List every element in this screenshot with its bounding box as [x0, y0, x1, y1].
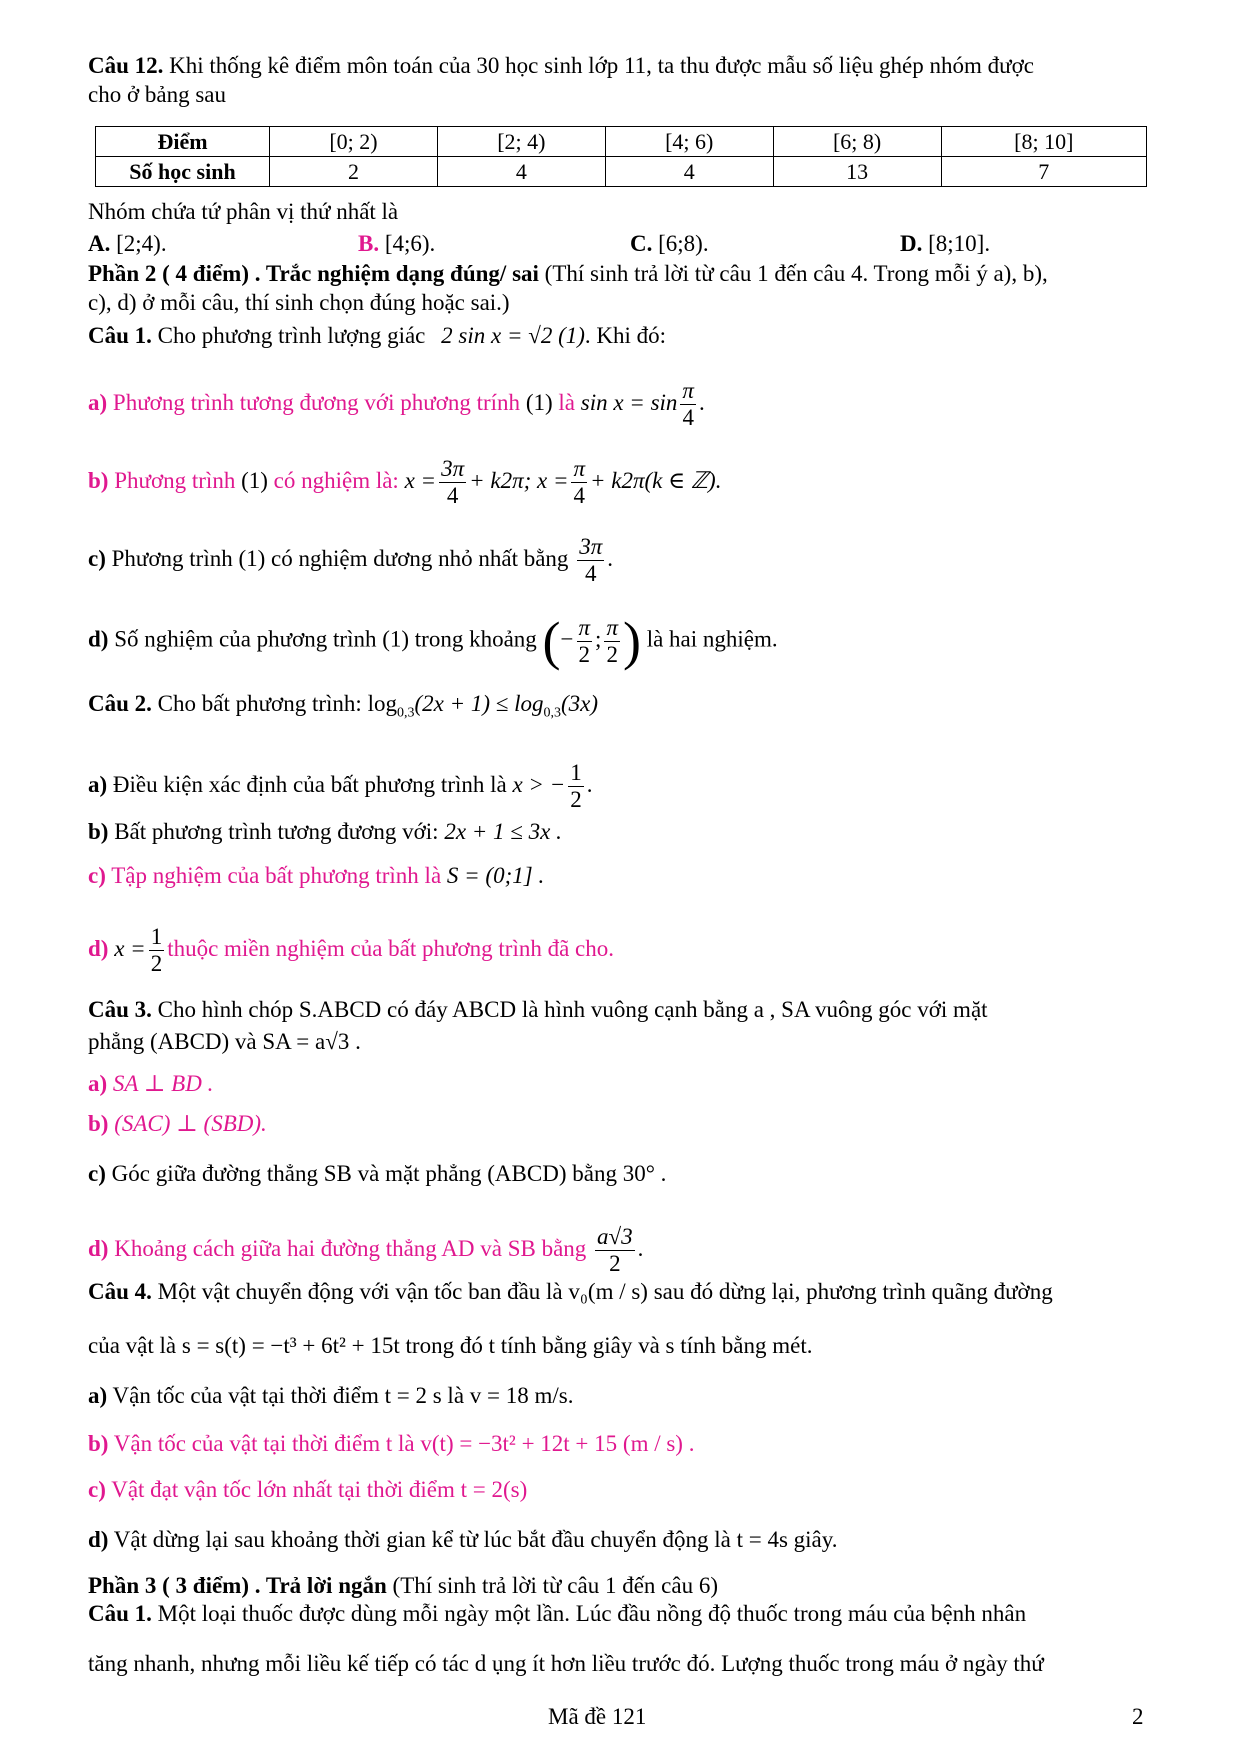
frac-den: 4	[573, 483, 585, 508]
table-cell: 4	[605, 157, 773, 187]
item-math: sin x = sin	[580, 389, 678, 415]
item-math: 2x + 1 ≤ 3x .	[444, 819, 562, 844]
option-c[interactable]	[630, 230, 709, 258]
table-row	[96, 127, 1147, 157]
fraction	[149, 924, 165, 977]
c1-stem-end: . Khi đó:	[584, 323, 667, 348]
option-a[interactable]	[88, 230, 167, 258]
score-table	[95, 126, 1147, 187]
c1-stem-text: Cho phương trình lượng giác	[157, 323, 426, 348]
c4-b	[88, 1430, 1158, 1458]
item-label: d)	[88, 626, 109, 652]
option-text: [6;8).	[658, 231, 709, 256]
item-ref: (1)	[525, 389, 553, 415]
c1-stem	[88, 322, 1158, 350]
item-label: d)	[88, 1527, 109, 1552]
part2-heading	[88, 260, 1158, 288]
c4-a	[88, 1382, 1158, 1410]
c4-d	[88, 1526, 1158, 1554]
frac-num: 3π	[441, 456, 465, 481]
frac-num: π	[682, 378, 694, 403]
item-text: có nghiệm là:	[273, 467, 399, 493]
item-math: x =	[114, 935, 146, 961]
option-text: [4;6).	[384, 231, 436, 256]
table-row-label: Số học sinh	[96, 157, 270, 187]
c2-a: a) Điều kiện xác định của bất phương trình là x > − $\frac{1}{2}$ .	[88, 760, 593, 812]
q12-line1	[88, 52, 1158, 80]
p3c1-text: Một loại thuốc được dùng mỗi ngày một lần. Lúc đầu nồng độ thuốc trong máu của bệnh nhân	[157, 1601, 1027, 1626]
item-text: Tập nghiệm của bất phương trình là	[111, 863, 442, 888]
fraction	[577, 615, 593, 668]
item-label: d)	[88, 935, 109, 961]
frac-den: 4	[682, 405, 694, 430]
p3c1-line2: tăng nhanh, nhưng mỗi liều kế tiếp có tác d ụng ít hơn liều trước đó. Lượng thuốc trong máu ở ngày thứ	[88, 1651, 1044, 1676]
table-cell: 4	[437, 157, 605, 187]
c4-line1	[88, 1278, 1158, 1306]
c2-label: Câu 2.	[88, 691, 152, 716]
item-text: Vật dừng lại sau khoảng thời gian kể từ lúc bắt đầu chuyển động là t = 4s giây.	[113, 1527, 838, 1552]
table-cell: [8; 10]	[941, 127, 1146, 157]
fraction	[568, 760, 584, 813]
frac-num: π	[578, 614, 591, 640]
c3-line2: phẳng (ABCD) và SA = a√3 .	[88, 1029, 361, 1054]
c3-c	[88, 1160, 1158, 1188]
frac-den: 2	[570, 787, 582, 812]
c3-label: Câu 3.	[88, 997, 152, 1022]
c4-text: Một vật chuyển động với vận tốc ban đầu là v₀(m / s) sau đó dừng lại, phương trình quãng đường	[157, 1279, 1053, 1304]
item-text: Phương trình (1) có nghiệm dương nhỏ nhất bằng	[111, 545, 569, 571]
fraction	[439, 456, 466, 509]
c4-line2: của vật là s = s(t) = −t³ + 6t² + 15t trong đó t tính bằng giây và s tính bằng mét.	[88, 1333, 813, 1358]
part3-heading	[88, 1572, 1158, 1600]
c1-d: d) Số nghiệm của phương trình (1) trong khoảng (− $\frac{\pi}{2}$ ; $\frac{\pi}{2}$ ) là hai nghiệm.	[88, 611, 778, 671]
part3-title: Phần 3 ( 3 điểm) . Trả lời ngắn	[88, 1573, 387, 1598]
item-text: là	[558, 389, 575, 415]
item-label: a)	[88, 1071, 108, 1096]
frac-den: 4	[446, 483, 459, 508]
table-cell: [6; 8)	[773, 127, 941, 157]
c3-b	[88, 1110, 1158, 1138]
item-text: Điều kiện xác định của bất phương trình là	[112, 771, 507, 797]
item-text: thuộc miền nghiệm của bất phương trình đã cho.	[167, 935, 615, 961]
option-label: C.	[630, 231, 653, 256]
log-arg: (2x + 1) ≤ log	[414, 691, 544, 716]
option-label: D.	[900, 231, 923, 256]
item-math: (SAC) ⊥ (SBD).	[114, 1111, 267, 1136]
part3-instr: (Thí sinh trả lời từ câu 1 đến câu 6)	[386, 1573, 718, 1598]
table-cell: [0; 2)	[270, 127, 438, 157]
item-text: Vật đạt vận tốc lớn nhất tại thời điểm t = 2(s)	[111, 1477, 528, 1502]
item-label: c)	[88, 863, 106, 888]
item-text: là hai nghiệm.	[646, 626, 778, 652]
item-label: a)	[88, 1383, 108, 1408]
item-text: Bất phương trình tương đương với:	[114, 819, 439, 844]
c2-equation	[367, 691, 599, 721]
item-text: Góc giữa đường thẳng SB và mặt phẳng (ABCD) bằng 30° .	[111, 1161, 667, 1186]
page-number: 2	[1132, 1704, 1144, 1729]
frac-num: 3π	[579, 534, 603, 559]
exam-code: Mã đề 121	[548, 1704, 647, 1729]
c2-stem	[88, 690, 1158, 728]
fraction	[595, 1224, 635, 1277]
log-base: 0,3	[543, 705, 562, 721]
item-math: SA ⊥ BD .	[112, 1071, 214, 1096]
q12-label: Câu 12.	[88, 53, 164, 78]
c3-a	[88, 1070, 1158, 1098]
frac-den: 2	[150, 951, 163, 976]
item-text: Khoảng cách giữa hai đường thẳng AD và SB bằng	[114, 1235, 587, 1261]
table-cell: [4; 6)	[605, 127, 773, 157]
option-text: [8;10].	[928, 231, 991, 256]
table-cell: [2; 4)	[437, 127, 605, 157]
log-arg: (3x)	[561, 691, 599, 716]
item-label: a)	[88, 771, 108, 797]
q12-line2: cho ở bảng sau	[88, 82, 226, 107]
item-label: a)	[88, 389, 108, 415]
frac-den: 2	[578, 641, 591, 667]
item-math: x =	[404, 467, 437, 493]
log-fn: log	[367, 691, 397, 716]
option-label: B.	[358, 231, 380, 256]
fraction	[604, 615, 620, 668]
c1-a: a) Phương trình tương đương với phương trính (1) là sin x = sin $\frac{\pi}{4}$ .	[88, 378, 705, 430]
option-text: [2;4).	[116, 231, 167, 256]
option-label: A.	[88, 231, 111, 256]
minus-sign: −	[560, 626, 574, 652]
option-d[interactable]	[900, 230, 990, 258]
frac-den: 4	[584, 561, 597, 586]
p3c1-line1	[88, 1600, 1158, 1628]
item-math: x > −	[512, 771, 566, 797]
c3-text: Cho hình chóp S.ABCD có đáy ABCD là hình vuông cạnh bằng a , SA vuông góc với mặt	[157, 997, 988, 1022]
item-ref: (1)	[241, 467, 268, 493]
item-label: b)	[88, 467, 109, 493]
log-base: 0,3	[396, 705, 415, 721]
item-text: Vận tốc của vật tại thời điểm t là v(t) = −3t² + 12t + 15 (m / s) .	[113, 1431, 695, 1456]
item-text: Phương trình tương đương với phương trính	[112, 389, 521, 415]
item-text: Vận tốc của vật tại thời điểm t = 2 s là v = 18 m/s.	[112, 1383, 574, 1408]
c2-b	[88, 818, 1158, 846]
c2-stem-text: Cho bất phương trình:	[157, 691, 362, 716]
table-cell: 13	[773, 157, 941, 187]
part2-title: Phần 2 ( 4 điểm) . Trắc nghiệm dạng đúng/ sai	[88, 261, 539, 286]
item-math: S = (0;1] .	[446, 863, 545, 888]
frac-num: 1	[570, 760, 582, 785]
item-label: d)	[88, 1235, 109, 1261]
item-math: + k2π; x =	[469, 467, 569, 493]
c1-b	[88, 456, 1158, 509]
part2-instr: (Thí sinh trả lời từ câu 1 đến câu 4. Trong mỗi ý a), b),	[538, 261, 1048, 286]
fraction	[680, 378, 696, 431]
c2-d	[88, 924, 1158, 977]
q12-text: Khi thống kê điểm môn toán của 30 học sinh lớp 11, ta thu được mẫu số liệu ghép nhóm được	[169, 53, 1034, 78]
fraction	[571, 456, 587, 509]
item-text: Số nghiệm của phương trình (1) trong khoảng	[114, 626, 537, 652]
frac-num: π	[606, 614, 618, 640]
item-label: b)	[88, 1431, 109, 1456]
item-label: c)	[88, 545, 106, 571]
item-label: b)	[88, 1111, 109, 1136]
c1-label: Câu 1.	[88, 323, 152, 348]
fraction	[577, 534, 604, 587]
c4-label: Câu 4.	[88, 1279, 152, 1304]
c2-c	[88, 862, 1158, 890]
table-cell: 2	[270, 157, 438, 187]
p3c1-label: Câu 1.	[88, 1601, 152, 1626]
frac-den: 2	[606, 641, 618, 667]
item-math: + k2π(k ∈ ℤ).	[590, 467, 722, 493]
c4-c	[88, 1476, 1158, 1504]
option-b[interactable]	[358, 230, 435, 258]
item-label: c)	[88, 1161, 106, 1186]
frac-den: 2	[609, 1251, 621, 1276]
c3-line1	[88, 996, 1158, 1024]
frac-num: π	[573, 456, 586, 481]
part2-instr2: c), d) ở mỗi câu, thí sinh chọn đúng hoặc sai.)	[88, 290, 510, 315]
table-cell: 7	[941, 157, 1146, 187]
c1-c: c) Phương trình (1) có nghiệm dương nhỏ nhất bằng $\frac{3\pi}{4}$ .	[88, 534, 613, 586]
frac-num: 1	[150, 924, 163, 949]
frac-num: a√3	[597, 1224, 633, 1249]
item-label: c)	[88, 1477, 106, 1502]
c3-d: d) Khoảng cách giữa hai đường thẳng AD và SB bằng $\frac{a√3}{2}$ .	[88, 1224, 644, 1276]
item-label: b)	[88, 819, 109, 844]
item-text: Phương trình	[114, 467, 236, 493]
q12-question: Nhóm chứa tứ phân vị thứ nhất là	[88, 199, 399, 224]
table-row	[96, 157, 1147, 187]
table-header: Điểm	[96, 127, 270, 157]
c1-equation: 2 sin x = √2 (1)	[441, 323, 585, 348]
